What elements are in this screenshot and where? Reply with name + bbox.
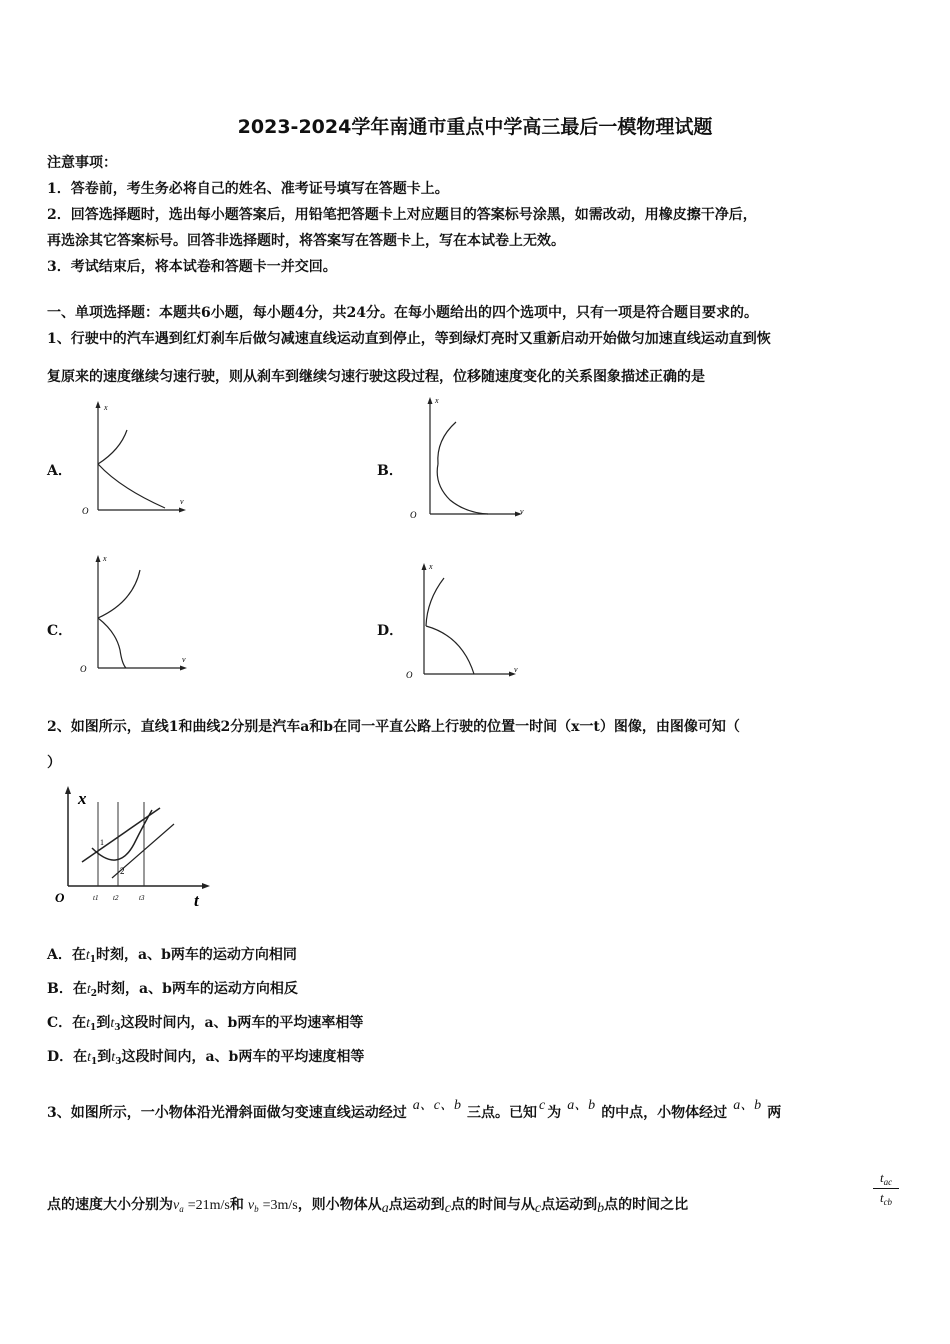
tick-t3: t3 [139,894,145,902]
curve-decel [98,618,126,668]
graph-c [78,550,193,678]
question-1-text: 1、行驶中的汽车遇到红灯刹车后做匀减速直线运动直到停止，等到绿灯亮时又重新启动开始做匀加速直线运动直到恢 [47,331,771,347]
curve-decel [426,626,474,674]
q3-text: 3、如图所示，一小物体沿光滑斜面做匀变速直线运动经过 [47,1105,407,1121]
symbol-t: t [111,1050,116,1065]
option-text: 这段时间内，a、b两车的平均速度相等 [121,1049,365,1065]
curve-decel [98,464,165,508]
point-c: c [534,1201,542,1216]
page-title: 2023-2024学年南通市重点中学高三最后一模物理试题 [237,116,713,138]
origin-label: O [410,510,417,520]
symbol-t: t [85,948,90,963]
option-text: 时刻，a、b两车的运动方向相同 [96,947,297,963]
q3-text: 和 [229,1197,244,1213]
subscript: 1 [90,1023,97,1033]
origin-label: O [80,664,87,674]
notice-item: 2．回答选择题时，选出每小题答案后，用铅笔把答题卡上对应题目的答案标号涂黑，如需改动，用橡皮擦干净后， [47,207,757,223]
subscript: cb [883,1197,893,1207]
tick-t1: t1 [93,894,99,902]
option-text: 这段时间内，a、b两车的平均速率相等 [120,1015,364,1031]
option-a-label[interactable]: A． [47,463,72,479]
origin-label: O [406,670,413,680]
graph-a [80,398,190,520]
notice-item: 3．考试结束后，将本试卷和答题卡一并交回。 [47,259,337,275]
option-text: 到 [96,1015,111,1031]
q3-text: 三点。已知 [466,1105,537,1121]
fraction-denominator [873,1190,899,1207]
question-1-text: 复原来的速度继续匀速行驶，则从刹车到继续匀速行驶这段过程，位移随速度变化的关系图象描述正确的是 [47,369,705,385]
origin-label: O [82,506,89,516]
y-axis-label: x [429,562,433,571]
x-axis-label: v [180,497,184,506]
option-d[interactable] [47,1046,364,1067]
points-acb: a、c、b [412,1098,461,1113]
symbol-vb: v [247,1198,255,1213]
graph-b [408,392,533,522]
option-text: D．在 [47,1049,88,1065]
q3-text: 点的速度大小分别为 [47,1197,173,1213]
option-text: 到 [97,1049,112,1065]
subscript: 1 [89,955,97,965]
curve-decel [437,464,488,514]
subscript: b [254,1204,259,1214]
question-3-text [47,1094,781,1122]
option-b-label[interactable]: B． [377,463,403,479]
tick-t2: t2 [113,894,119,902]
option-d-label[interactable]: D． [377,623,404,639]
q3-text: 点的时间之比 [604,1197,689,1213]
points-ab: a、b [567,1098,596,1113]
line-1-label: 1 [100,838,104,847]
y-axis-label: x [78,789,87,808]
fraction-bar [873,1188,899,1189]
x-axis-label: v [520,507,524,516]
q3-text: 的中点，小物体经过 [601,1105,728,1121]
x-axis-label: v [182,655,186,664]
option-text: A．在 [47,947,86,963]
symbol-t: t [87,1050,92,1065]
origin-label: O [55,890,65,905]
option-text: B．在 [47,981,87,997]
subscript: ac [883,1177,893,1187]
x-axis-label: v [514,665,518,674]
question-2-text: ） [47,755,61,771]
q3-text: ，则小物体从 [297,1197,382,1213]
notice-item: 再选涂其它答案标号。回答非选择题时，将答案写在答题卡上，写在本试卷上无效。 [47,233,565,249]
q3-text: 点运动到 [541,1197,598,1213]
y-axis-label: x [104,403,108,412]
option-b[interactable] [47,978,298,999]
subscript: 3 [114,1023,121,1033]
curve-2-label: 2 [120,866,125,876]
q3-text: 为 [547,1105,562,1121]
q3-text: 点的时间与从 [450,1197,535,1213]
vb-value: =3m/s [262,1198,298,1213]
question-2-text: 2、如图所示，直线1和曲线2分别是汽车a和b在同一平直公路上行驶的位置一时间（x一t）图像，由图像可知（ [47,719,740,735]
curve-accel [98,570,140,618]
point-c: c [444,1201,451,1216]
symbol-t: t [879,1170,884,1185]
section-heading: 一、单项选择题：本题共6小题，每小题4分，共24分。在每小题给出的四个选项中，只有一项是符合题目要求的。 [47,305,758,321]
subscript: 3 [115,1057,122,1067]
curve-accel [438,422,456,464]
point-c: c [538,1098,546,1113]
va-value: =21m/s [187,1198,230,1213]
symbol-va: v [173,1198,180,1213]
symbol-t: t [110,1016,115,1031]
option-c-label[interactable]: C． [47,623,73,639]
curve-accel [98,430,127,464]
curve-accel [426,578,444,626]
time-ratio-fraction [873,1170,899,1207]
notice-heading: 注意事项： [47,155,117,171]
subscript: a [179,1204,184,1214]
points-ab: a、b [733,1098,762,1113]
q3-text: 点运动到 [388,1197,445,1213]
graph-q2 [48,784,213,910]
point-b: b [597,1201,605,1216]
point-a: a [381,1201,389,1216]
fraction-numerator [873,1170,899,1187]
y-axis-label: x [435,396,439,405]
q3-text: 两 [767,1105,782,1121]
symbol-t: t [86,1016,91,1031]
question-3-text [47,1194,688,1217]
graph-d [404,560,529,682]
option-c[interactable] [47,1012,363,1033]
symbol-t: t [86,982,91,997]
option-a[interactable] [47,944,297,965]
subscript: 1 [91,1057,98,1067]
option-text: 时刻，a、b两车的运动方向相反 [97,981,298,997]
notice-item: 1．答卷前，考生务必将自己的姓名、准考证号填写在答题卡上。 [47,181,449,197]
symbol-t: t [879,1190,884,1205]
option-text: C．在 [47,1015,87,1031]
subscript: 2 [90,989,97,999]
y-axis-label: x [103,554,107,563]
x-axis-label: t [194,891,199,910]
